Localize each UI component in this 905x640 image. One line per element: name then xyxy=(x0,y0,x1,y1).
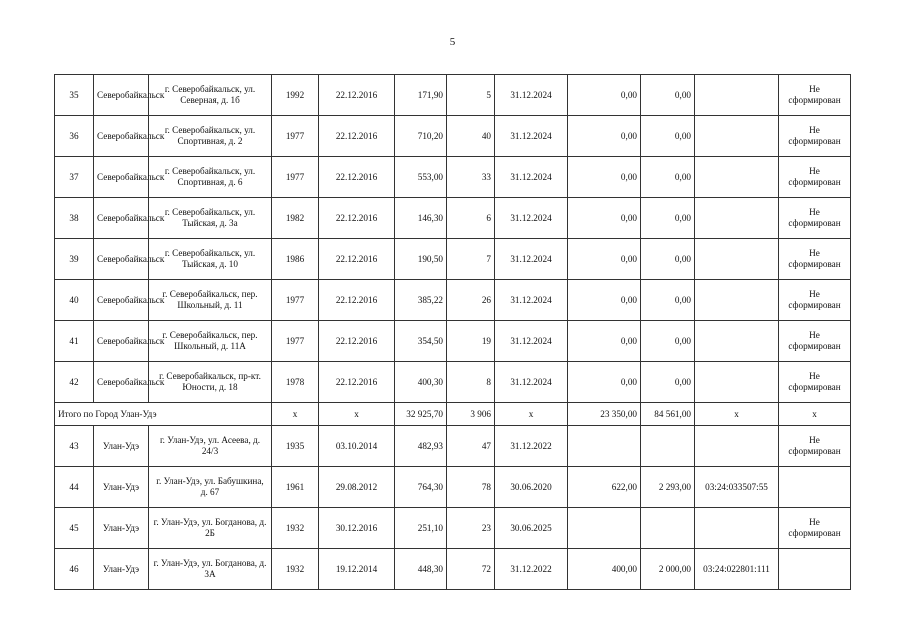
table-row xyxy=(55,280,851,321)
cell-locality: Улан-Удэ xyxy=(94,426,149,467)
table-row xyxy=(55,75,851,116)
cell-value-1: 0,00 xyxy=(568,198,641,239)
cell-date: 22.12.2016 xyxy=(319,321,395,362)
cell-status: Не сформирован xyxy=(779,508,851,549)
table-row xyxy=(55,239,851,280)
cell-value-2 xyxy=(641,508,695,549)
cell-address: г. Северобайкальск, пер. Школьный, д. 11А xyxy=(149,321,272,362)
housing-registry-table xyxy=(54,74,851,590)
cell-residents: 26 xyxy=(447,280,495,321)
cell-residents: 7 xyxy=(447,239,495,280)
summary-cell-residents: 3 906 xyxy=(447,403,495,426)
cell-locality: Улан-Удэ xyxy=(94,467,149,508)
cell-value-2: 0,00 xyxy=(641,321,695,362)
cell-locality: Северобайкальск xyxy=(94,321,149,362)
cell-locality: Северобайкальск xyxy=(94,75,149,116)
cell-cadastral xyxy=(695,508,779,549)
cell-value-1: 0,00 xyxy=(568,116,641,157)
cell-residents: 78 xyxy=(447,467,495,508)
cell-area: 251,10 xyxy=(395,508,447,549)
page-number: 5 xyxy=(449,36,456,48)
cell-date: 03.10.2014 xyxy=(319,426,395,467)
cell-year: 1932 xyxy=(272,508,319,549)
cell-address: г. Северобайкальск, ул. Северная, д. 1б xyxy=(149,75,272,116)
cell-year: 1961 xyxy=(272,467,319,508)
summary-cell-value-2: 84 561,00 xyxy=(641,403,695,426)
cell-value-2 xyxy=(641,426,695,467)
table-row xyxy=(55,426,851,467)
cell-locality: Улан-Удэ xyxy=(94,549,149,590)
cell-residents: 33 xyxy=(447,157,495,198)
cell-locality: Северобайкальск xyxy=(94,362,149,403)
cell-value-1: 0,00 xyxy=(568,321,641,362)
cell-area: 448,30 xyxy=(395,549,447,590)
cell-residents: 8 xyxy=(447,362,495,403)
cell-date: 22.12.2016 xyxy=(319,116,395,157)
cell-address: г. Улан-Удэ, ул. Асеева, д. 24/3 xyxy=(149,426,272,467)
cell-area: 482,93 xyxy=(395,426,447,467)
cell-date: 22.12.2016 xyxy=(319,239,395,280)
cell-status: Не сформирован xyxy=(779,239,851,280)
cell-year: 1977 xyxy=(272,157,319,198)
cell-deadline: 31.12.2024 xyxy=(495,280,568,321)
cell-date: 30.12.2016 xyxy=(319,508,395,549)
cell-value-1: 0,00 xyxy=(568,75,641,116)
cell-locality: Северобайкальск xyxy=(94,198,149,239)
summary-cell-cadastral: х xyxy=(695,403,779,426)
table-row xyxy=(55,508,851,549)
cell-year: 1977 xyxy=(272,321,319,362)
cell-address: г. Северобайкальск, ул. Тыйская, д. 3а xyxy=(149,198,272,239)
cell-area: 553,00 xyxy=(395,157,447,198)
cell-date: 22.12.2016 xyxy=(319,157,395,198)
cell-deadline: 31.12.2024 xyxy=(495,321,568,362)
cell-date: 29.08.2012 xyxy=(319,467,395,508)
cell-number: 45 xyxy=(55,508,94,549)
cell-value-2: 0,00 xyxy=(641,198,695,239)
cell-value-2: 2 000,00 xyxy=(641,549,695,590)
cell-date: 22.12.2016 xyxy=(319,280,395,321)
summary-cell-status: х xyxy=(779,403,851,426)
cell-cadastral xyxy=(695,116,779,157)
cell-area: 400,30 xyxy=(395,362,447,403)
cell-value-1: 400,00 xyxy=(568,549,641,590)
cell-cadastral xyxy=(695,157,779,198)
cell-area: 710,20 xyxy=(395,116,447,157)
cell-cadastral xyxy=(695,321,779,362)
cell-value-2: 0,00 xyxy=(641,362,695,403)
cell-value-2: 0,00 xyxy=(641,75,695,116)
table-row xyxy=(55,467,851,508)
cell-value-2: 0,00 xyxy=(641,280,695,321)
cell-date: 22.12.2016 xyxy=(319,362,395,403)
summary-cell-area: 32 925,70 xyxy=(395,403,447,426)
cell-date: 19.12.2014 xyxy=(319,549,395,590)
cell-status: Не сформирован xyxy=(779,280,851,321)
cell-number: 46 xyxy=(55,549,94,590)
cell-area: 354,50 xyxy=(395,321,447,362)
cell-status: Не сформирован xyxy=(779,198,851,239)
cell-deadline: 31.12.2024 xyxy=(495,157,568,198)
cell-deadline: 30.06.2025 xyxy=(495,508,568,549)
cell-value-1: 622,00 xyxy=(568,467,641,508)
cell-number: 38 xyxy=(55,198,94,239)
cell-value-2: 2 293,00 xyxy=(641,467,695,508)
cell-area: 146,30 xyxy=(395,198,447,239)
cell-number: 35 xyxy=(55,75,94,116)
cell-address: г. Северобайкальск, пр-кт. Юности, д. 18 xyxy=(149,362,272,403)
table-row xyxy=(55,198,851,239)
cell-residents: 47 xyxy=(447,426,495,467)
cell-residents: 40 xyxy=(447,116,495,157)
cell-year: 1982 xyxy=(272,198,319,239)
cell-number: 43 xyxy=(55,426,94,467)
cell-deadline: 31.12.2022 xyxy=(495,549,568,590)
cell-area: 171,90 xyxy=(395,75,447,116)
cell-cadastral: 03:24:033507:55 xyxy=(695,467,779,508)
cell-value-1: 0,00 xyxy=(568,239,641,280)
summary-row xyxy=(55,403,851,426)
cell-year: 1977 xyxy=(272,280,319,321)
cell-year: 1992 xyxy=(272,75,319,116)
cell-status: Не сформирован xyxy=(779,321,851,362)
cell-number: 36 xyxy=(55,116,94,157)
summary-cell-value-1: 23 350,00 xyxy=(568,403,641,426)
cell-address: г. Улан-Удэ, ул. Бабушкина, д. 67 xyxy=(149,467,272,508)
table-row xyxy=(55,362,851,403)
cell-value-2: 0,00 xyxy=(641,157,695,198)
cell-number: 40 xyxy=(55,280,94,321)
cell-status: Не сформирован xyxy=(779,426,851,467)
cell-date: 22.12.2016 xyxy=(319,75,395,116)
cell-address: г. Улан-Удэ, ул. Богданова, д. 2Б xyxy=(149,508,272,549)
cell-deadline: 31.12.2024 xyxy=(495,75,568,116)
cell-status: Не сформирован xyxy=(779,116,851,157)
summary-label: Итого по Город Улан-Удэ xyxy=(55,403,272,426)
cell-cadastral xyxy=(695,362,779,403)
cell-locality: Северобайкальск xyxy=(94,280,149,321)
summary-cell-deadline: х xyxy=(495,403,568,426)
cell-deadline: 31.12.2022 xyxy=(495,426,568,467)
cell-number: 39 xyxy=(55,239,94,280)
cell-status xyxy=(779,467,851,508)
cell-residents: 72 xyxy=(447,549,495,590)
cell-address: г. Северобайкальск, ул. Спортивная, д. 2 xyxy=(149,116,272,157)
cell-deadline: 31.12.2024 xyxy=(495,198,568,239)
cell-residents: 19 xyxy=(447,321,495,362)
cell-address: г. Северобайкальск, пер. Школьный, д. 11 xyxy=(149,280,272,321)
cell-address: г. Улан-Удэ, ул. Богданова, д. 3А xyxy=(149,549,272,590)
cell-value-1 xyxy=(568,508,641,549)
cell-deadline: 31.12.2024 xyxy=(495,239,568,280)
cell-year: 1977 xyxy=(272,116,319,157)
cell-deadline: 30.06.2020 xyxy=(495,467,568,508)
cell-number: 44 xyxy=(55,467,94,508)
cell-value-1: 0,00 xyxy=(568,157,641,198)
cell-area: 190,50 xyxy=(395,239,447,280)
cell-cadastral xyxy=(695,198,779,239)
cell-status: Не сформирован xyxy=(779,362,851,403)
cell-cadastral xyxy=(695,426,779,467)
table-row xyxy=(55,157,851,198)
cell-residents: 6 xyxy=(447,198,495,239)
cell-value-1 xyxy=(568,426,641,467)
cell-year: 1935 xyxy=(272,426,319,467)
cell-address: г. Северобайкальск, ул. Тыйская, д. 10 xyxy=(149,239,272,280)
cell-residents: 23 xyxy=(447,508,495,549)
table-body xyxy=(55,75,851,590)
cell-address: г. Северобайкальск, ул. Спортивная, д. 6 xyxy=(149,157,272,198)
table-row xyxy=(55,321,851,362)
cell-locality: Северобайкальск xyxy=(94,116,149,157)
cell-locality: Северобайкальск xyxy=(94,239,149,280)
summary-cell-date: х xyxy=(319,403,395,426)
cell-value-1: 0,00 xyxy=(568,362,641,403)
cell-year: 1986 xyxy=(272,239,319,280)
cell-value-2: 0,00 xyxy=(641,116,695,157)
cell-cadastral xyxy=(695,239,779,280)
cell-number: 41 xyxy=(55,321,94,362)
cell-locality: Улан-Удэ xyxy=(94,508,149,549)
cell-cadastral xyxy=(695,280,779,321)
cell-status xyxy=(779,549,851,590)
cell-cadastral xyxy=(695,75,779,116)
cell-status: Не сформирован xyxy=(779,157,851,198)
cell-date: 22.12.2016 xyxy=(319,198,395,239)
cell-year: 1978 xyxy=(272,362,319,403)
cell-area: 385,22 xyxy=(395,280,447,321)
cell-number: 37 xyxy=(55,157,94,198)
table-row xyxy=(55,116,851,157)
cell-status: Не сформирован xyxy=(779,75,851,116)
cell-year: 1932 xyxy=(272,549,319,590)
cell-value-2: 0,00 xyxy=(641,239,695,280)
cell-deadline: 31.12.2024 xyxy=(495,362,568,403)
cell-cadastral: 03:24:022801:111 xyxy=(695,549,779,590)
cell-area: 764,30 xyxy=(395,467,447,508)
cell-number: 42 xyxy=(55,362,94,403)
cell-locality: Северобайкальск xyxy=(94,157,149,198)
summary-cell-year: х xyxy=(272,403,319,426)
cell-deadline: 31.12.2024 xyxy=(495,116,568,157)
cell-value-1: 0,00 xyxy=(568,280,641,321)
table-row xyxy=(55,549,851,590)
cell-residents: 5 xyxy=(447,75,495,116)
